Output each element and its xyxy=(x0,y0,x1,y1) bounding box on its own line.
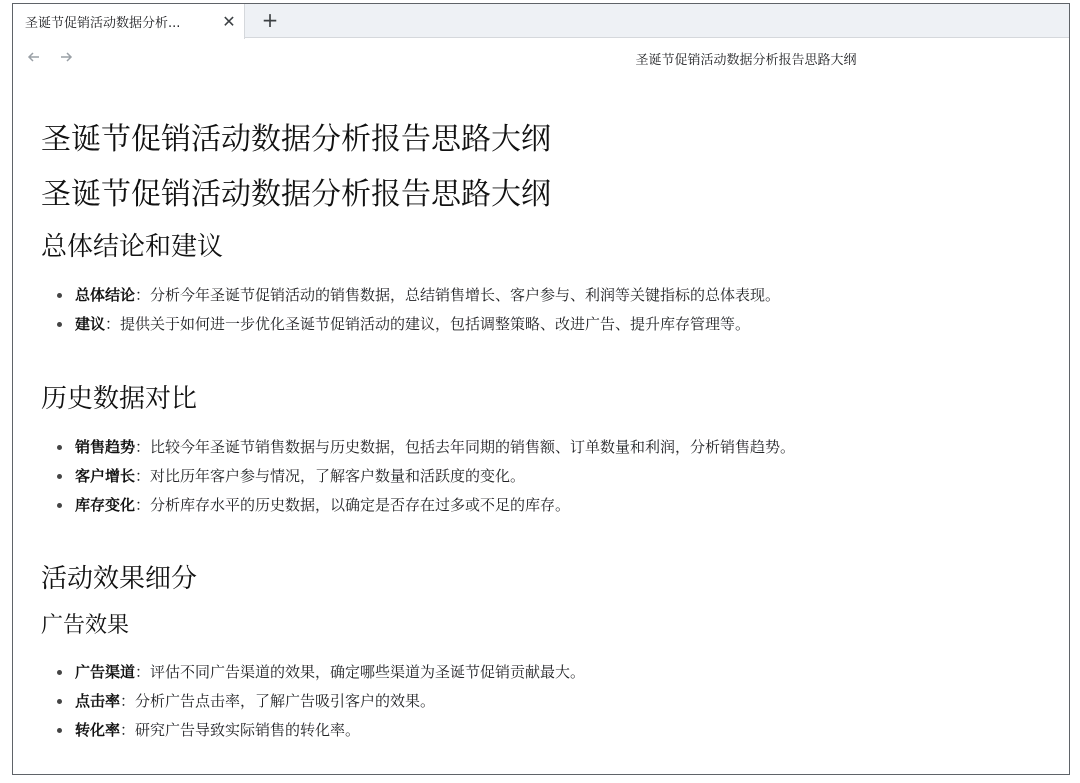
list-item xyxy=(55,310,1069,339)
bullet-icon xyxy=(57,728,62,733)
section-heading-effect: 活动效果细分 xyxy=(41,564,198,594)
list-item xyxy=(55,462,1069,491)
new-tab-button[interactable]: + xyxy=(261,8,279,32)
item-text: 对比历年客户参与情况，了解客户数量和活跃度的变化。 xyxy=(150,467,526,485)
page-title: 圣诞节促销活动数据分析报告思路大纲 xyxy=(41,122,551,157)
item-separator: ： xyxy=(135,286,151,304)
item-term: 客户增长 xyxy=(75,467,136,485)
forward-arrow-icon[interactable] xyxy=(55,46,77,68)
item-term: 库存变化 xyxy=(75,496,136,514)
item-term: 总体结论 xyxy=(75,286,136,304)
list-item xyxy=(55,433,1069,462)
history-list xyxy=(55,433,1069,520)
list-item xyxy=(55,491,1069,520)
item-term: 销售趋势 xyxy=(75,438,136,456)
item-text: 比较今年圣诞节销售数据与历史数据，包括去年同期的销售额、订单数量和利润，分析销售趋势。 xyxy=(150,438,796,456)
subsection-heading-ads: 广告效果 xyxy=(41,613,130,638)
item-separator: ： xyxy=(135,438,151,456)
item-separator: ： xyxy=(135,467,151,485)
list-item xyxy=(55,716,1069,745)
list-item xyxy=(55,281,1069,310)
browser-window xyxy=(12,3,1070,775)
item-term: 广告渠道 xyxy=(75,663,136,681)
section-heading-history: 历史数据对比 xyxy=(41,384,198,414)
item-separator: ： xyxy=(105,315,121,333)
list-item xyxy=(55,658,1069,687)
item-separator: ： xyxy=(135,496,151,514)
tab-title: 圣诞节促销活动数据分析... xyxy=(25,16,181,31)
item-text: 分析广告点击率，了解广告吸引客户的效果。 xyxy=(135,692,436,710)
item-term: 点击率 xyxy=(75,692,121,710)
bullet-icon xyxy=(57,322,62,327)
page-subtitle: 圣诞节促销活动数据分析报告思路大纲 xyxy=(41,177,551,212)
bullet-icon xyxy=(57,670,62,675)
bullet-icon xyxy=(57,474,62,479)
bullet-icon xyxy=(57,293,62,298)
bullet-icon xyxy=(57,503,62,508)
item-text: 提供关于如何进一步优化圣诞节促销活动的建议，包括调整策略、改进广告、提升库存管理等。 xyxy=(120,315,751,333)
address-bar[interactable]: 圣诞节促销活动数据分析报告思路大纲 xyxy=(635,52,857,68)
item-term: 建议 xyxy=(75,315,106,333)
conclusion-list xyxy=(55,281,1069,339)
item-text: 分析今年圣诞节促销活动的销售数据，总结销售增长、客户参与、利润等关键指标的总体表现。 xyxy=(150,286,781,304)
tab-strip xyxy=(13,4,1069,38)
item-text: 分析库存水平的历史数据，以确定是否存在过多或不足的库存。 xyxy=(150,496,571,514)
item-text: 研究广告导致实际销售的转化率。 xyxy=(135,721,361,739)
back-arrow-icon[interactable] xyxy=(23,46,45,68)
browser-toolbar xyxy=(13,38,1069,78)
item-separator: ： xyxy=(135,663,151,681)
page-content xyxy=(13,122,1069,745)
list-item xyxy=(55,687,1069,716)
close-icon[interactable]: ✕ xyxy=(222,11,236,31)
bullet-icon xyxy=(57,699,62,704)
browser-tab[interactable] xyxy=(13,4,245,39)
item-term: 转化率 xyxy=(75,721,121,739)
bullet-icon xyxy=(57,445,62,450)
ads-list xyxy=(55,658,1069,745)
item-separator: ： xyxy=(120,692,136,710)
item-text: 评估不同广告渠道的效果，确定哪些渠道为圣诞节促销贡献最大。 xyxy=(150,663,586,681)
item-separator: ： xyxy=(120,721,136,739)
section-heading-conclusion: 总体结论和建议 xyxy=(41,232,224,262)
